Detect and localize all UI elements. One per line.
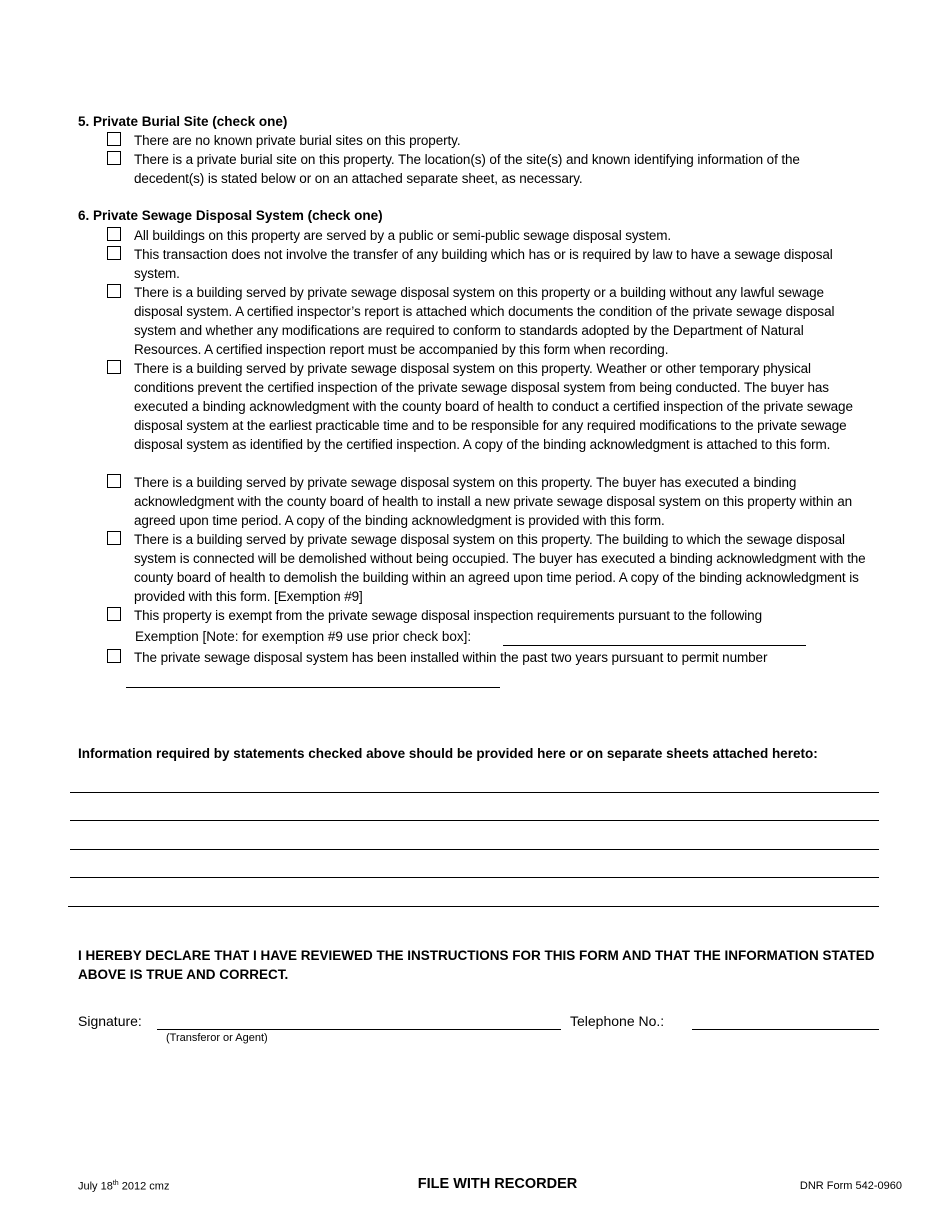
sewage-option-8 [107, 648, 872, 667]
declaration-text: I HEREBY DECLARE THAT I HAVE REVIEWED THE INSTRUCTIONS FOR THIS FORM AND THAT THE INFORMATION STATED ABOVE IS TRUE AND CORRECT. [78, 948, 875, 982]
sewage-option-7-checkbox[interactable] [107, 607, 121, 621]
sewage-option-2 [107, 245, 872, 283]
burial-option-1 [107, 131, 872, 150]
sewage-option-4-label: There is a building served by private sewage disposal system on this property. Weather or other temporary physical conditions prevent the certified inspection of the private sewage disposal system from being conducted. The buyer has executed a binding acknowledgment with the county board of health to conduct a certified inspection of the private sewage disposal system at the earliest practicable time and to be responsible for any required modifications to the private sewage disposal system as identified by the certified inspection. A copy of the binding acknowledgment is attached to this form. [134, 361, 853, 452]
telephone-label: Telephone No.: [570, 1013, 665, 1029]
sewage-option-7-label: This property is exempt from the private sewage disposal inspection requirements pursuant to the following [134, 608, 762, 623]
footer-file-with-recorder: FILE WITH RECORDER [417, 1176, 578, 1192]
footer-date-prefix: July 18 [78, 1180, 113, 1193]
sewage-option-2-checkbox[interactable] [107, 246, 121, 260]
sewage-option-1-label: All buildings on this property are served by a public or semi-public sewage disposal system. [134, 228, 672, 243]
info-line-2[interactable] [70, 820, 879, 821]
footer-date-sup: th [112, 1180, 119, 1187]
sewage-option-4-checkbox[interactable] [107, 360, 121, 374]
section-5-heading: 5. Private Burial Site (check one) [78, 114, 288, 129]
sewage-option-3-label: There is a building served by private sewage disposal system on this property or a building without any lawful sewage disposal system. A certified inspector’s report is attached which documents the condition of the private sewage disposal system and whether any modifications are required to conform to standards adopted by the Department of Natural Resources. A certified inspection report must be accompanied by this form when recording. [134, 285, 835, 357]
sewage-option-6-label: There is a building served by private sewage disposal system on this property. The building to which the sewage disposal system is connected will be demolished without being occupied. The buyer has executed a binding acknowledgment with the county board of health to demolish the building within an agreed upon time period. A copy of the binding acknowledgment is provided with this form. [Exemption #9] [134, 532, 866, 604]
sewage-option-7 [107, 606, 872, 625]
signature-input-line[interactable] [157, 1029, 561, 1030]
sewage-option-8-checkbox[interactable] [107, 649, 121, 663]
burial-option-2-checkbox[interactable] [107, 151, 121, 165]
sewage-option-4 [107, 359, 872, 454]
sewage-option-1 [107, 226, 872, 245]
sewage-option-6 [107, 530, 872, 606]
footer-date-suffix: 2012 cmz [118, 1180, 170, 1193]
info-line-5[interactable] [68, 906, 879, 907]
sewage-option-6-checkbox[interactable] [107, 531, 121, 545]
signature-caption: (Transferor or Agent) [166, 1032, 268, 1044]
info-line-3[interactable] [70, 849, 879, 850]
signature-label: Signature: [78, 1013, 142, 1029]
permit-number-input-line[interactable] [126, 687, 500, 688]
telephone-input-line[interactable] [692, 1029, 879, 1030]
sewage-option-3-checkbox[interactable] [107, 284, 121, 298]
burial-option-1-checkbox[interactable] [107, 132, 121, 146]
sewage-option-2-label: This transaction does not involve the transfer of any building which has or is required by law to have a sewage disposal system. [134, 247, 833, 281]
footer-form-id: DNR Form 542-0960 [799, 1180, 902, 1192]
sewage-option-8-label: The private sewage disposal system has been installed within the past two years pursuant to permit number [134, 650, 768, 665]
sewage-option-5-label: There is a building served by private sewage disposal system on this property. The buyer has executed a binding acknowledgment with the county board of health to install a new private sewage disposal system on this property within an agreed upon time period. A copy of the binding acknowledgment is provided with this form. [134, 475, 853, 528]
sewage-option-1-checkbox[interactable] [107, 227, 121, 241]
burial-option-2 [107, 150, 872, 188]
exemption-label: Exemption [Note: for exemption #9 use prior check box]: [135, 629, 472, 644]
sewage-option-5 [107, 473, 872, 530]
sewage-option-3 [107, 283, 872, 359]
info-heading: Information required by statements checked above should be provided here or on separate sheets attached hereto: [78, 746, 818, 761]
info-line-4[interactable] [70, 877, 879, 878]
info-line-1[interactable] [70, 792, 879, 793]
burial-option-2-label: There is a private burial site on this property. The location(s) of the site(s) and known identifying information of the decedent(s) is stated below or on an attached separate sheet, as necessary. [134, 152, 800, 186]
exemption-input-line[interactable] [503, 645, 806, 646]
burial-option-1-label: There are no known private burial sites on this property. [134, 133, 461, 148]
section-6-heading: 6. Private Sewage Disposal System (check one) [78, 208, 383, 223]
sewage-option-5-checkbox[interactable] [107, 474, 121, 488]
